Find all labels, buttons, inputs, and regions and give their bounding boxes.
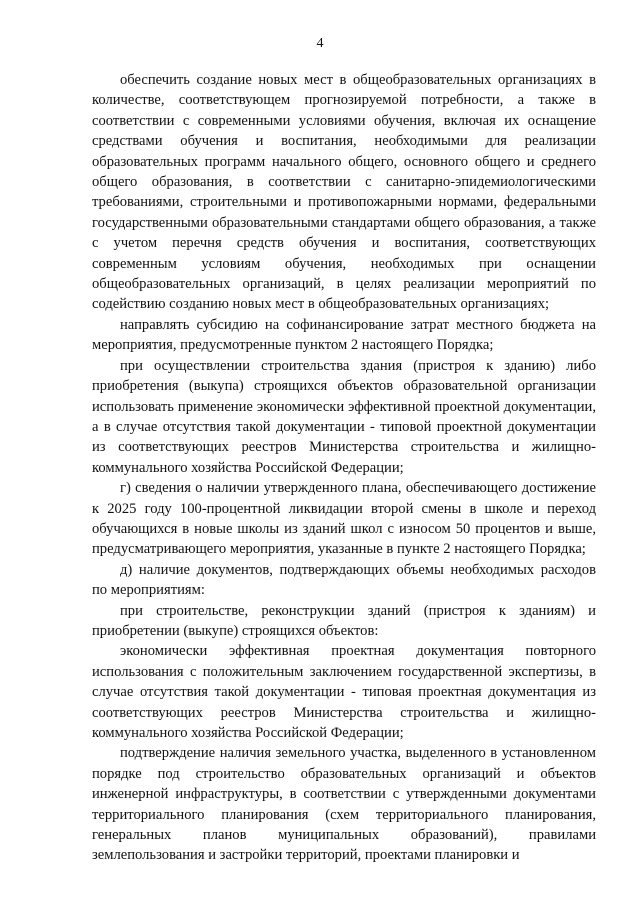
paragraph-1: обеспечить создание новых мест в общеобразовательных организациях в количестве, соответствующем прогнозируемой потребности, а также в соответствии с современными условиями обучения, включая их оснащение средствами обучения и воспитания, необходимыми для реализации образовательных программ начального общего, основного общего и среднего общего образования, в соответствии с санитарно-эпидемиологическими требованиями, строительными и противопожарными нормами, федеральными государственными образовательными стандартами общего образования, а также с учетом перечня средств обучения и воспитания, соответствующих современным условиям обучения, необходимых при оснащении общеобразовательных организаций, в целях реализации мероприятий по содействию созданию новых мест в общеобразовательных организациях; (92, 72, 596, 313)
paragraph-2: направлять субсидию на софинансирование затрат местного бюджета на мероприятия, предусмотренные пунктом 2 настоящего Порядка; (92, 316, 596, 354)
paragraph-5: д) наличие документов, подтверждающих объемы необходимых расходов по мероприятиям: (92, 561, 596, 599)
page-number: 4 (316, 36, 324, 51)
paragraph-4: г) сведения о наличии утвержденного плана, обеспечивающего достижение к 2025 году 100-процентной ликвидации второй смены в школе и переход обучающихся в новые школы из зданий школ с износом 50 процентов и выше, предусматривающего мероприятия, указанные в пункте 2 настоящего Порядка; (92, 480, 596, 558)
paragraph-6: при строительстве, реконструкции зданий (пристроя к зданиям) и приобретении (выкупе) строящихся объектов: (92, 602, 596, 639)
paragraph-3: при осуществлении строительства здания (пристроя к зданию) либо приобретения (выкупа) строящихся объектов образовательной организации использовать применение экономически эффективной проектной документации, а в случае отсутствия такой документации - типовой проектной документации из соответствующих реестров Министерства строительства и жилищно-коммунального хозяйства Российской Федерации; (92, 357, 596, 476)
paragraph-7: экономически эффективная проектная документация повторного использования с положительным заключением государственной экспертизы, в случае отсутствия такой документации - типовая проектная документация из соответствующих реестров Министерства строительства и жилищно-коммунального хозяйства Российской Федерации; (92, 643, 596, 741)
document-body (92, 70, 596, 866)
paragraph-8: подтверждение наличия земельного участка, выделенного в установленном порядке под строительство образовательных организаций и объектов инженерной инфраструктуры, в соответствии с утвержденными документами территориального планирования (схем территориального планирования, генеральных планов муниципальных образований), правилами землепользования и застройки территорий, проектами планировки и (92, 745, 596, 864)
